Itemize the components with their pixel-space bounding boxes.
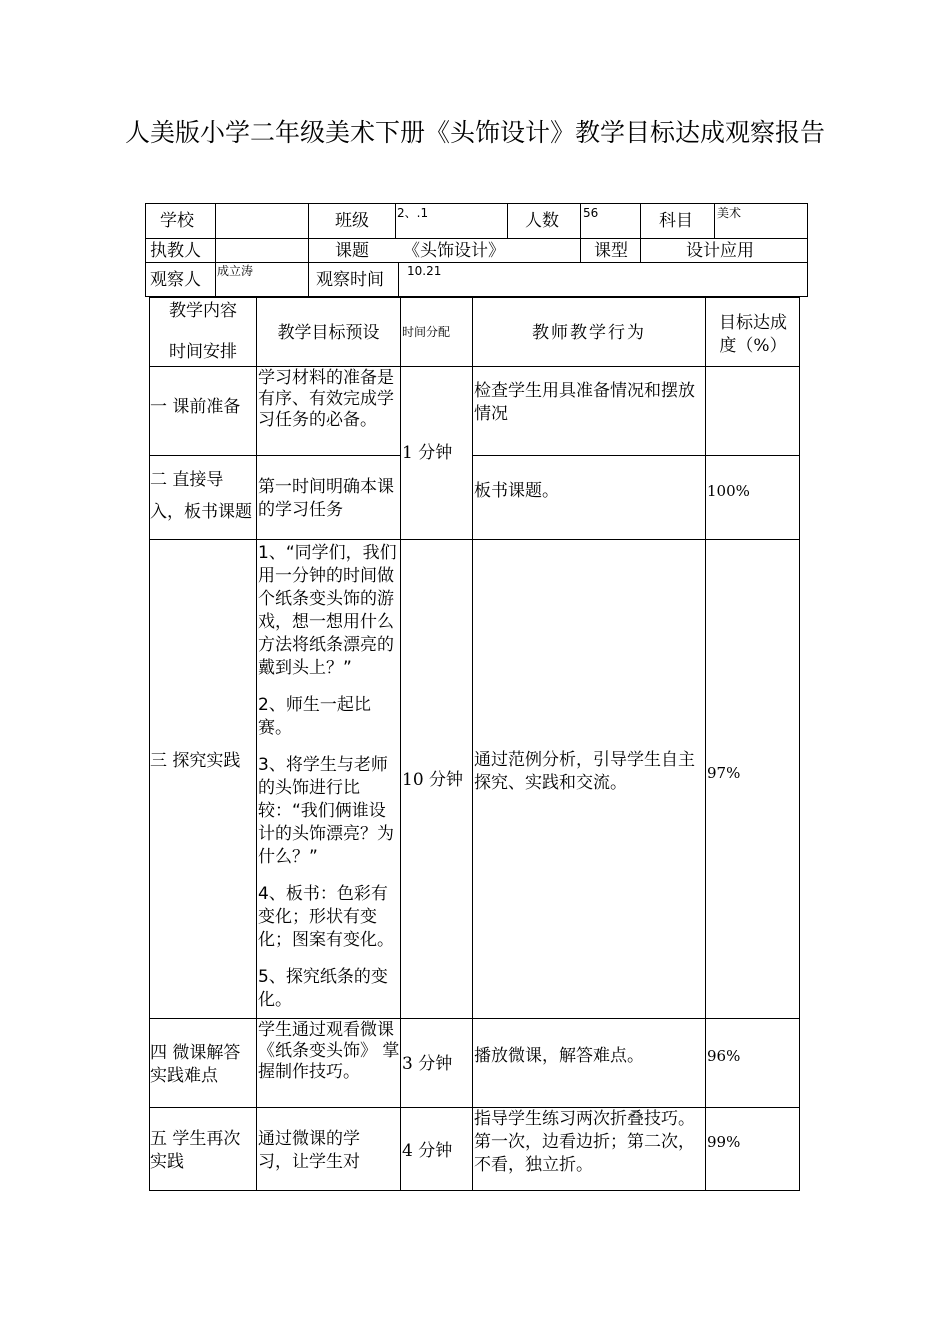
row1-goal: 学习材料的准备是有序、有效完成学习任务的必备。 [258,368,394,430]
topic-value: 《头饰设计》 [403,241,505,261]
main-row-divider [472,455,800,456]
header-content-line1: 教学内容 [169,301,237,321]
main-row-divider [149,1018,800,1019]
main-col-divider [705,297,706,1191]
observer-label: 观察人 [150,270,201,290]
row4-behavior: 播放微课，解答难点。 [474,1046,644,1066]
subject-label: 科目 [659,211,693,231]
row2-rate: 100% [707,482,750,500]
info-col-divider [395,203,396,238]
class-value: 2、.1 [397,206,429,220]
observe-time-label: 观察时间 [316,270,384,290]
count-value: 56 [583,206,599,220]
row2-behavior: 板书课题。 [474,481,559,501]
main-row-divider [256,455,400,456]
main-col-divider [400,297,401,1191]
info-col-divider [580,203,581,262]
row3-goal-item: 2、师生一起比赛。 [258,695,371,738]
main-row-divider [149,366,800,367]
info-col-divider [398,262,399,297]
main-row-divider [149,455,256,456]
row3-content: 三 探究实践 [150,751,241,771]
info-row-divider [145,238,808,239]
header-rate: 目标达成度（%） [719,313,787,356]
row2-content: 二 直接导入，板书课题 [150,470,252,522]
header-content [150,300,256,364]
observe-time-value: 10.21 [407,264,442,278]
info-col-divider [215,262,216,297]
observer-value: 成立涛 [217,264,254,278]
header-behavior: 教师教学行为 [532,323,646,343]
row5-content: 五 学生再次实践 [150,1129,241,1172]
info-col-divider [640,203,641,262]
row4-time: 3 分钟 [402,1054,453,1074]
topic-label: 课题 [335,241,369,261]
header-content-line2: 时间安排 [169,342,237,362]
row5-rate: 99% [707,1133,741,1151]
main-row-divider [149,539,800,540]
row1-behavior: 检查学生用具准备情况和摆放情况 [474,381,695,424]
row3-time: 10 分钟 [402,770,464,790]
type-label: 课型 [594,241,628,261]
school-label: 学校 [160,211,194,231]
row3-behavior: 通过范例分析，引导学生自主探究、实践和交流。 [474,750,695,793]
class-label: 班级 [335,211,369,231]
row2-goal: 第一时间明确本课的学习任务 [258,477,394,520]
info-col-divider [308,203,309,297]
info-col-divider [215,203,216,262]
info-col-divider [714,203,715,238]
row4-rate: 96% [707,1047,741,1065]
main-col-divider [256,297,257,1191]
row3-goal [258,542,398,1026]
main-col-divider [472,297,473,1191]
page-title: 人美版小学二年级美术下册《头饰设计》教学目标达成观察报告 [124,118,825,147]
info-col-divider [507,203,508,238]
row1-content: 一 课前准备 [150,397,241,417]
row3-goal-item: 5、探究纸条的变化。 [258,967,388,1010]
row5-time: 4 分钟 [402,1141,453,1161]
row3-goal-item: 3、将学生与老师的头饰进行比较：“我们俩谁设计的头饰漂亮？为什么？” [258,755,394,867]
header-time: 时间分配 [402,325,451,339]
row1-time: 1 分钟 [402,443,453,463]
row5-behavior: 指导学生练习两次折叠技巧。第一次，边看边折；第二次，不看，独立折。 [474,1109,695,1175]
header-goal: 教学目标预设 [277,323,380,343]
subject-value: 美术 [717,206,742,220]
row4-content: 四 微课解答实践难点 [150,1043,241,1086]
row3-goal-item: 4、板书：色彩有变化；形状有变化；图案有变化。 [258,884,394,950]
teacher-label: 执教人 [150,241,201,261]
row3-rate: 97% [707,764,741,782]
type-value: 设计应用 [686,241,754,261]
row3-goal-item: 1、“同学们，我们用一分钟的时间做个纸条变头饰的游戏，想一想用什么方法将纸条漂亮的戴到头上？” [258,543,397,678]
row5-goal: 通过微课的学习，让学生对 [258,1129,360,1172]
row4-goal: 学生通过观看微课《纸条变头饰》 掌握制作技巧。 [258,1020,400,1082]
count-label: 人数 [525,211,559,231]
